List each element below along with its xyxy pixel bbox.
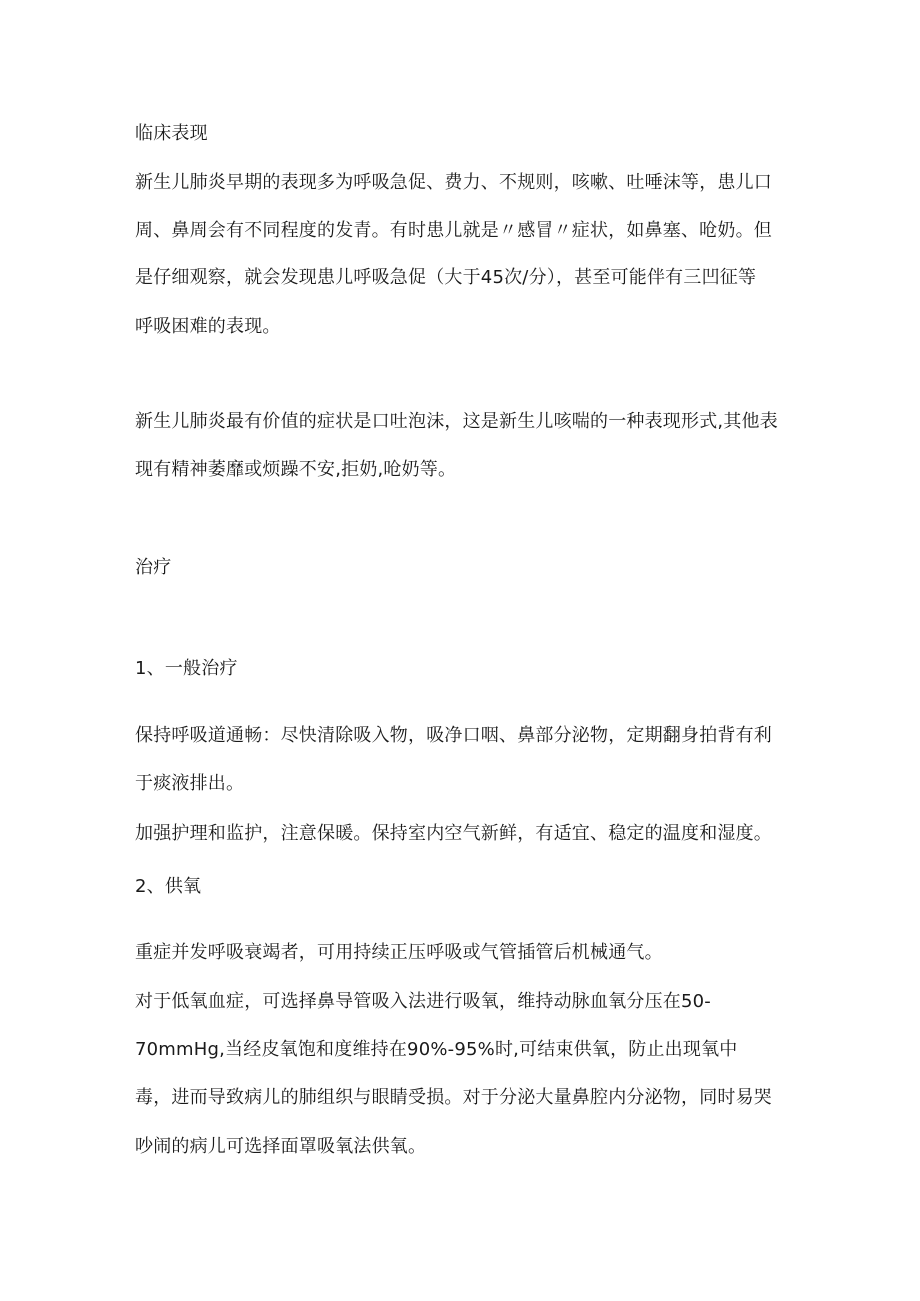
paragraph-line: 重症并发呼吸衰竭者，可用持续正压呼吸或气管插管后机械通气。 xyxy=(135,942,663,963)
paragraph-line: 毒，进而导致病儿的肺组织与眼睛受损。对于分泌大量鼻腔内分泌物，同时易哭 xyxy=(135,1087,772,1108)
section-heading-treatment: 治疗 xyxy=(135,557,172,578)
paragraph-line: 对于低氧血症，可选择鼻导管吸入法进行吸氧，维持动脉血氧分压在50- xyxy=(135,991,711,1012)
subsection-heading-general: 1、一般治疗 xyxy=(135,658,238,679)
paragraph-line: 保持呼吸道通畅：尽快清除吸入物，吸净口咽、鼻部分泌物，定期翻身拍背有利 xyxy=(135,725,772,746)
paragraph-line: 70mmHg,当经皮氧饱和度维持在90%-95%时,可结束供氧，防止出现氧中 xyxy=(135,1039,738,1060)
paragraph-line: 呼吸困难的表现。 xyxy=(135,316,281,337)
paragraph-line: 现有精神萎靡或烦躁不安,拒奶,呛奶等。 xyxy=(135,459,457,480)
paragraph-line: 吵闹的病儿可选择面罩吸氧法供氧。 xyxy=(135,1136,427,1157)
paragraph-line: 周、鼻周会有不同程度的发青。有时患儿就是〃感冒〃症状，如鼻塞、呛奶。但 xyxy=(135,220,772,241)
subsection-heading-oxygen: 2、供氧 xyxy=(135,876,202,897)
paragraph-line: 于痰液排出。 xyxy=(135,773,245,794)
paragraph-line: 加强护理和监护，注意保暖。保持室内空气新鲜，有适宜、稳定的温度和湿度。 xyxy=(135,823,772,844)
paragraph-line: 新生儿肺炎最有价值的症状是口吐泡沫，这是新生儿咳喘的一种表现形式,其他表 xyxy=(135,411,778,432)
paragraph-line: 新生儿肺炎早期的表现多为呼吸急促、费力、不规则，咳嗽、吐唾沫等，患儿口 xyxy=(135,172,772,193)
paragraph-line: 是仔细观察，就会发现患儿呼吸急促（大于45次/分），甚至可能伴有三凹征等 xyxy=(135,267,757,288)
section-heading-clinical: 临床表现 xyxy=(135,123,208,144)
